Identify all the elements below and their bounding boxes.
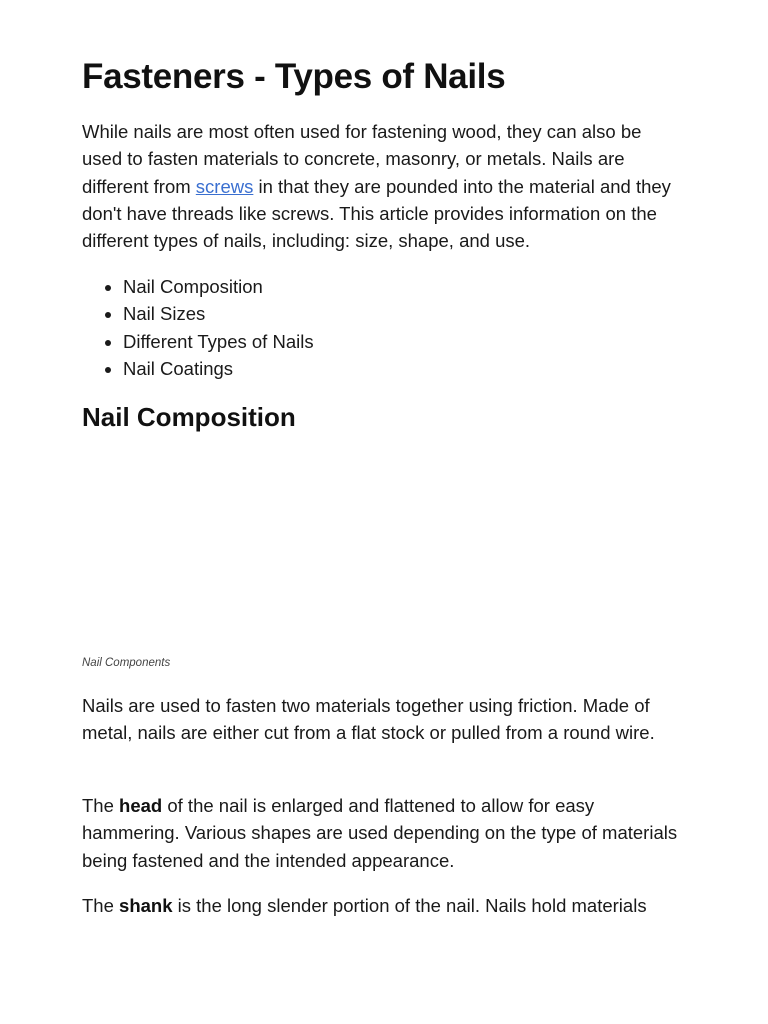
toc-item-types-of-nails: • Different Types of Nails — [123, 328, 314, 355]
paragraph-nail-head — [82, 792, 686, 874]
shank-prefix: The — [82, 895, 120, 916]
paragraph-nail-friction: Nails are used to fasten two materials together using friction. Made of metal, nails are either cut from a flat stock or pulled from a round wire. — [82, 695, 655, 744]
paragraph-nail-shank — [82, 892, 686, 919]
head-description: of the nail is enlarged and flattened to allow for easy hammering. Various shapes are used depending on the type of materials being fastened and the intended appearance. — [82, 795, 678, 871]
toc-item-nail-composition: • Nail Composition — [123, 273, 314, 300]
intro-text-before-link: While nails are most often used for fastening wood, they can also be used to fasten materials to concrete, masonry, or metals. Nails are different from — [82, 121, 642, 197]
section-heading-nail-composition: Nail Composition — [82, 402, 296, 432]
toc-item-nail-coatings: • Nail Coatings — [123, 355, 314, 382]
figure-caption: Nail Components — [82, 657, 171, 669]
toc-item-nail-sizes: • Nail Sizes — [123, 300, 314, 327]
shank-term: shank — [119, 895, 173, 916]
head-term: head — [119, 795, 163, 816]
intro-text-after-link: in that they are pounded into the material and they don't have threads like screws. This article provides information on the different types of nails, including: size, shape, and use. — [82, 175, 671, 252]
shank-description: is the long slender portion of the nail. Nails hold materials — [172, 895, 647, 916]
nail-components-figure — [82, 446, 686, 646]
page-title: Fasteners - Types of Nails — [82, 57, 506, 96]
table-of-contents — [82, 273, 314, 383]
screws-link[interactable]: screws — [195, 175, 254, 197]
head-prefix: The — [82, 795, 120, 816]
intro-paragraph — [82, 118, 686, 254]
